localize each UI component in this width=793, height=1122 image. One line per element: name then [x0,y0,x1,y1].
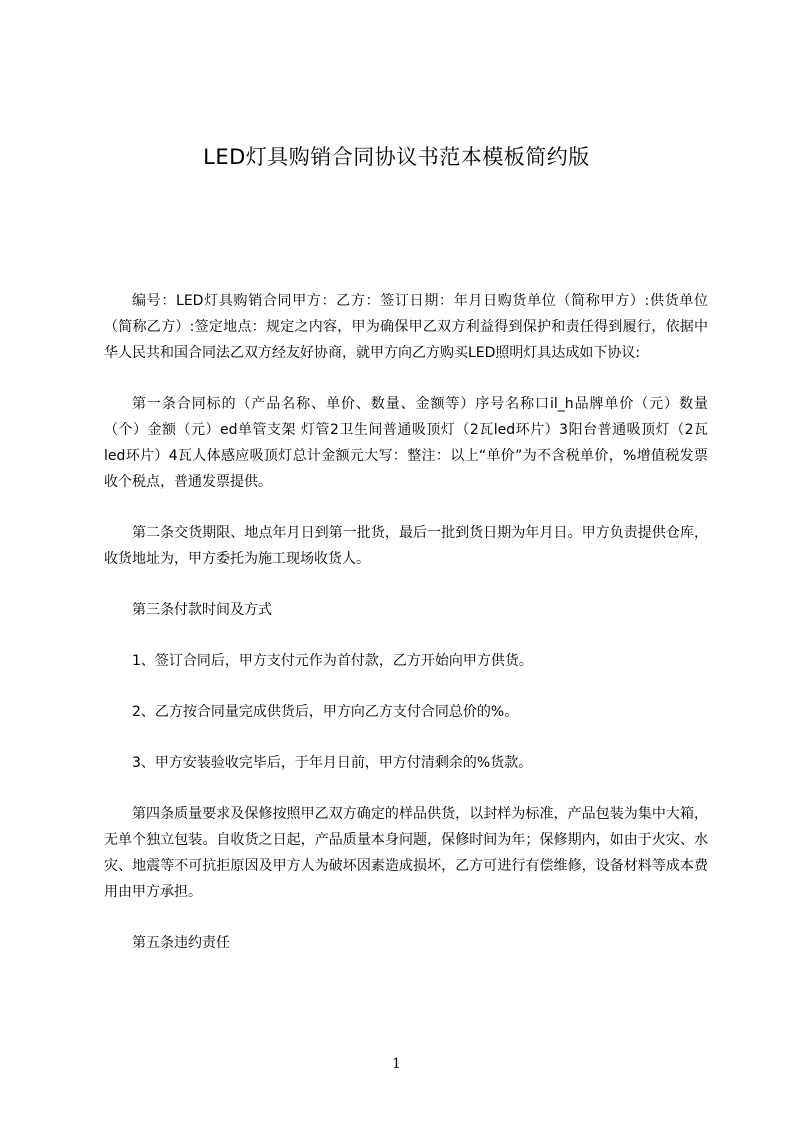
paragraph-article-3-item-1: 1、签订合同后，甲方支付元作为首付款，乙方开始向甲方供货。 [132,653,533,669]
document-title: LED灯具购销合同协议书范本模板简约版 [203,145,590,169]
paragraph-article-3-item-2: 2、乙方按合同量完成供货后，甲方向乙方支付合同总价的%。 [132,704,519,720]
document-body [104,288,708,981]
paragraph-article-3-heading: 第三条付款时间及方式 [132,602,272,618]
paragraph-article-1: 第一条合同标的（产品名称、单价、数量、金额等）序号名称口il_h品牌单价（元）数量（个）金额（元）ed单管支架 灯管2卫生间普通吸顶灯（2瓦led环片）3阳台普通吸顶灯（2瓦led环片）4瓦人体感应吸顶灯总计金额元大写：整注：以上“单价”为不含税单价，%增值税发票收个税点，普通发票提供。 [104,396,708,490]
paragraph-article-4: 第四条质量要求及保修按照甲乙双方确定的样品供货，以封样为标准，产品包装为集中大箱，无单个独立包装。自收货之日起，产品质量本身问题，保修时间为年；保修期内，如由于火灾、水灾、地震等不可抗拒原因及甲方人为破坏因素造成损坏，乙方可进行有偿维修，设备材料等成本费用由甲方承担。 [104,806,708,900]
paragraph-article-5-heading: 第五条违约责任 [132,935,230,951]
page-number: 1 [392,1056,401,1072]
paragraph-article-3-item-3: 3、甲方安装验收完毕后，于年月日前，甲方付清剩余的%货款。 [132,755,533,771]
paragraph-article-2: 第二条交货期限、地点年月日到第一批货，最后一批到货日期为年月日。甲方负责提供仓库，收货地址为，甲方委托为施工现场收货人。 [104,525,708,567]
paragraph-preamble: 编号：LED灯具购销合同甲方：乙方：签订日期：年月日购货单位（简称甲方）:供货单位（简称乙方）:签定地点：规定之内容，甲为确保甲乙双方利益得到保护和责任得到履行，依据中华人民共和国合同法乙双方经友好协商，就甲方向乙方购买LED照明灯具达成如下协议: [104,293,708,361]
